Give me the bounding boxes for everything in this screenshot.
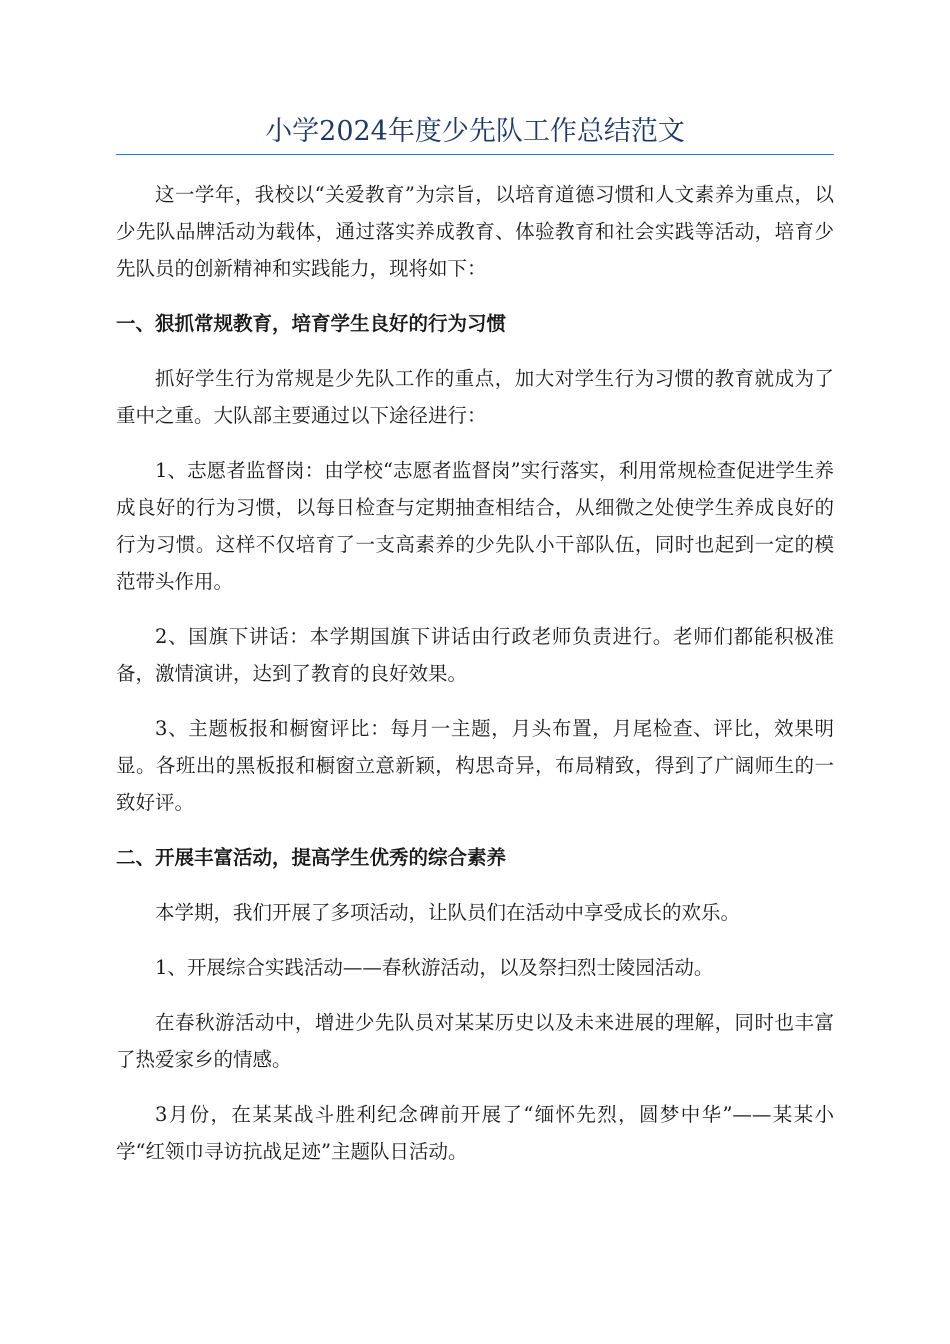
document-body (116, 176, 834, 1188)
section-1-paragraph-4: 3、主题板报和橱窗评比：每月一主题，月头布置，月尾检查、评比，效果明显。各班出的黑板报和橱窗立意新颖，构思奇异，布局精致，得到了广阔师生的一致好评。 (116, 717, 834, 814)
section-1-paragraph-1: 抓好学生行为常规是少先队工作的重点，加大对学生行为习惯的教育就成为了重中之重。大队部主要通过以下途径进行： (116, 367, 834, 427)
section-2-paragraph-2: 1、开展综合实践活动——春秋游活动，以及祭扫烈士陵园活动。 (155, 956, 714, 979)
section-1-paragraph-3: 2、国旗下讲话：本学期国旗下讲话由行政老师负责进行。老师们都能积极准备，激情演讲，达到了教育的良好效果。 (116, 625, 834, 685)
title-underline (116, 154, 834, 155)
section-2-paragraph-3: 在春秋游活动中，增进少先队员对某某历史以及未来进展的理解，同时也丰富了热爱家乡的情感。 (116, 1011, 834, 1071)
section-2-heading: 二、开展丰富活动，提高学生优秀的综合素养 (116, 846, 507, 869)
section-2-paragraph-1: 本学期，我们开展了多项活动，让队员们在活动中享受成长的欢乐。 (155, 901, 741, 924)
section-1-paragraph-2: 1、志愿者监督岗：由学校“志愿者监督岗”实行落实，利用常规检查促进学生养成良好的行为习惯，以每日检查与定期抽查相结合，从细微之处使学生养成良好的行为习惯。这样不仅培育了一支高素养的少先队小干部队伍，同时也起到一定的模范带头作用。 (116, 459, 834, 593)
section-1-heading: 一、狠抓常规教育，培育学生良好的行为习惯 (116, 312, 507, 335)
section-2-paragraph-4: 3月份，在某某战斗胜利纪念碑前开展了“缅怀先烈，圆梦中华”——某某小学“红领巾寻访抗战足迹”主题队日活动。 (116, 1103, 834, 1163)
intro-paragraph: 这一学年，我校以“关爱教育”为宗旨，以培育道德习惯和人文素养为重点，以少先队品牌活动为载体，通过落实养成教育、体验教育和社会实践等活动，培育少先队员的创新精神和实践能力，现将如下： (116, 183, 834, 280)
document-title: 小学2024年度少先队工作总结范文 (265, 116, 685, 147)
